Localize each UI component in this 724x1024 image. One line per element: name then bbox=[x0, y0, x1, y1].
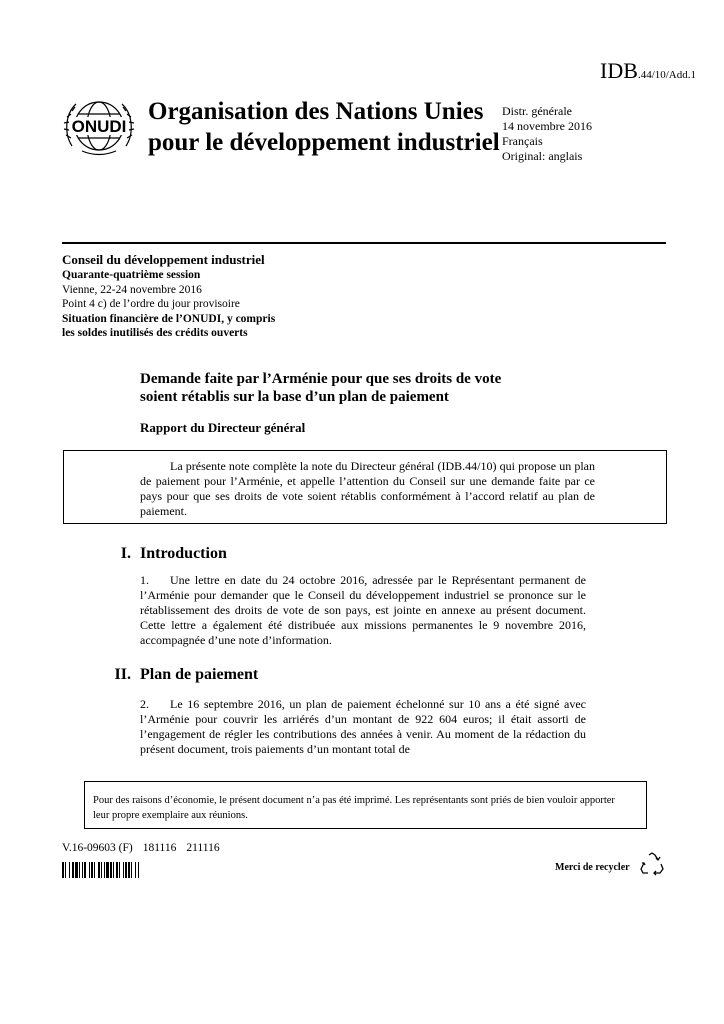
header-rule bbox=[62, 242, 666, 244]
council-title: Conseil du développement industriel bbox=[62, 252, 265, 267]
distribution-block: Distr. générale 14 novembre 2016 Français Original: anglais bbox=[502, 104, 592, 163]
economy-note: Pour des raisons d’économie, le présent document n’a pas été imprimé. Les représentants sont priés de bien vouloir apporter leur propre exemplaire aux réunions. bbox=[93, 795, 615, 821]
agenda-item: Point 4 c) de l’ordre du jour provisoire bbox=[62, 298, 240, 310]
place-date: Vienne, 22-24 novembre 2016 bbox=[62, 283, 202, 296]
session: Quarante-quatrième session bbox=[62, 269, 201, 281]
document-symbol: IDB.44/10/Add.1 bbox=[600, 58, 696, 83]
agenda-title-1: Situation financière de l’ONUDI, y compris bbox=[62, 312, 276, 325]
un-emblem-icon bbox=[62, 96, 136, 160]
recycle-label: Merci de recycler bbox=[555, 862, 630, 873]
agenda-title-2: les soldes inutilisés des crédits ouverts bbox=[62, 327, 248, 339]
summary-text: La présente note complète la note du Directeur général (IDB.44/10) qui propose un plan de paiement pour l’Arménie, et appelle l’attention du Conseil sur une demande faite par ce pays pour que ses droits de vote soient rétablis conformément à l’accord relatif au plan de paiement. bbox=[140, 459, 595, 518]
council-block bbox=[62, 252, 275, 341]
recycle-icon bbox=[639, 851, 665, 877]
barcode-icon bbox=[62, 862, 188, 883]
paragraph-2: 2. Le 16 septembre 2016, un plan de paiement échelonné sur 10 ans a été signé avec l’Arménie pour couvrir les arriérés d’un montant de 922 604 euros; il était assorti de l’engagement de régler les contributions des années à venir. Au moment de la rédaction du présent document, trois paiements d’un montant total de bbox=[140, 697, 586, 756]
report-subtitle: Rapport du Directeur général bbox=[140, 420, 306, 435]
job-number: V.16-09603 (F) 181116 211116 bbox=[62, 842, 220, 854]
document-title: Demande faite par l’Arménie pour que ses droits de vote soient rétablis sur la base d’un plan de paiement bbox=[140, 371, 502, 405]
organisation-name: Organisation des Nations Unies pour le développement industriel bbox=[148, 98, 500, 156]
summary-box bbox=[63, 450, 667, 524]
paragraph-1: 1. Une lettre en date du 24 octobre 2016, adressée par le Représentant permanent de l’Arménie pour demander que le Conseil du développement industriel se prononce sur le rétablissement des droits de vote de son pays, est jointe en annexe au présent document. Cette lettre a également été distribuée aux missions permanentes le 9 novembre 2016, accompagnée d’une note d’information. bbox=[140, 573, 586, 647]
section-heading-payment-plan: II. Plan de paiement bbox=[114, 666, 259, 683]
section-heading-introduction: I. Introduction bbox=[120, 545, 227, 562]
economy-note-box bbox=[84, 781, 647, 829]
svg-text:ONUDI: ONUDI bbox=[71, 117, 127, 136]
